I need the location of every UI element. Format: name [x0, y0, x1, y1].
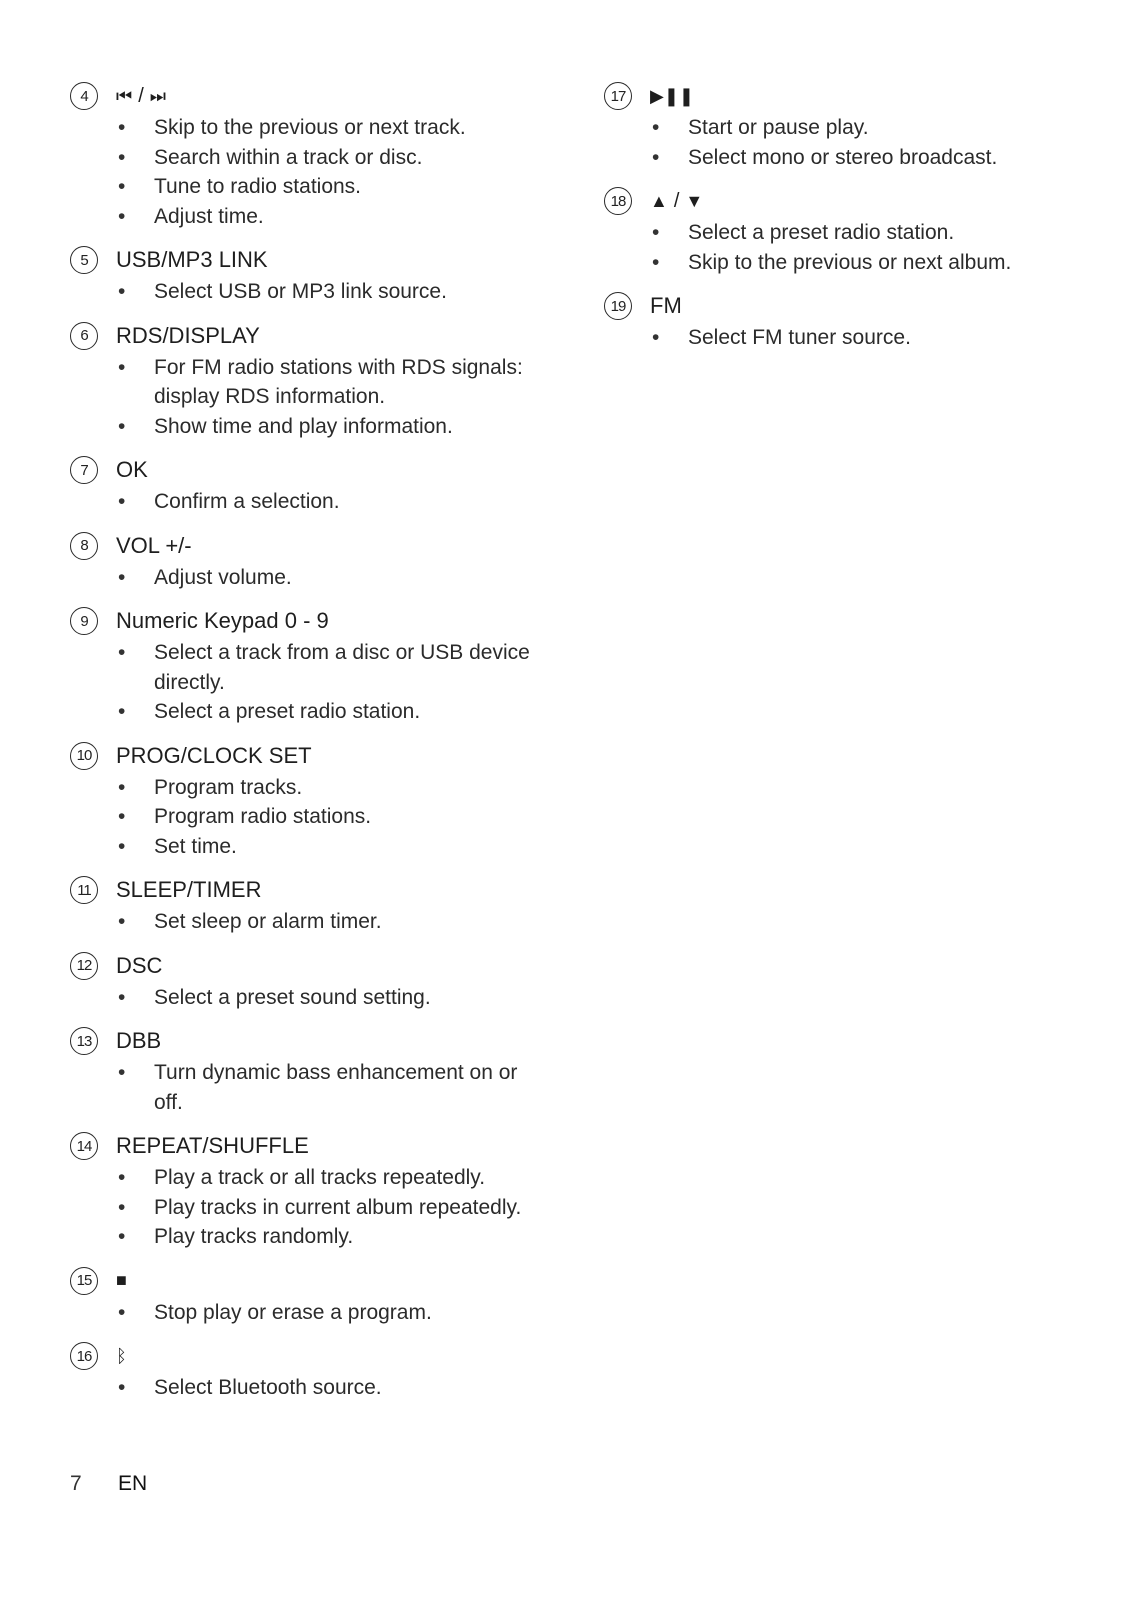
- bullet-item: • Confirm a selection.: [70, 487, 550, 517]
- section-heading: [70, 1129, 550, 1163]
- section-title: [116, 247, 268, 273]
- bullet-list: [70, 1058, 550, 1117]
- bullet-list: [70, 1298, 550, 1328]
- section-title-text: RDS/DISPLAY: [116, 322, 260, 348]
- callout-number: 6: [70, 322, 98, 350]
- section-title: [116, 1270, 127, 1291]
- section-title: [116, 533, 192, 559]
- section-title-text: DSC: [116, 952, 163, 978]
- control-section: [70, 1339, 550, 1403]
- bullet-list: [70, 113, 550, 231]
- control-section: [70, 79, 550, 231]
- section-heading: [70, 453, 550, 487]
- control-section: [604, 289, 1084, 353]
- section-title: [116, 953, 162, 979]
- bullet-item: • Skip to the previous or next track.: [70, 113, 550, 143]
- bullet-item: • Select a preset radio station.: [70, 697, 550, 727]
- section-title: [650, 86, 694, 107]
- callout-number: 16: [70, 1342, 98, 1370]
- section-title: [116, 323, 260, 349]
- callout-number: 12: [70, 952, 98, 980]
- bullet-list: [70, 907, 550, 937]
- bullet-item: • Select USB or MP3 link source.: [70, 277, 550, 307]
- control-section: [70, 243, 550, 307]
- bullet-list: [70, 487, 550, 517]
- section-title: [116, 85, 166, 108]
- callout-number: 15: [70, 1267, 98, 1295]
- section-heading: [70, 1264, 550, 1298]
- section-title: [116, 608, 329, 634]
- section-title: [650, 190, 703, 213]
- section-title-text: SLEEP/TIMER: [116, 877, 262, 902]
- section-heading: [70, 1339, 550, 1373]
- bullet-item: • Play a track or all tracks repeatedly.: [70, 1163, 550, 1193]
- callout-number: 14: [70, 1132, 98, 1160]
- separator: /: [673, 189, 680, 212]
- bullet-item: • Skip to the previous or next album.: [604, 248, 1084, 278]
- section-heading: [70, 243, 550, 277]
- bullet-item: • Play tracks randomly.: [70, 1222, 550, 1252]
- control-section: [604, 184, 1084, 277]
- bullet-item: • Select a preset sound setting.: [70, 983, 550, 1013]
- control-section: [70, 453, 550, 517]
- bullet-list: [70, 983, 550, 1013]
- control-section: [70, 1129, 550, 1252]
- bullet-item: • Select mono or stereo broadcast.: [604, 143, 1084, 173]
- section-heading: [70, 529, 550, 563]
- page-footer: [70, 1472, 147, 1496]
- callout-number: 19: [604, 292, 632, 320]
- section-title: [116, 457, 148, 483]
- separator: /: [138, 84, 144, 107]
- section-title: [116, 877, 261, 903]
- callout-number: 7: [70, 456, 98, 484]
- section-title: [116, 743, 312, 769]
- bullet-list: [604, 218, 1084, 277]
- bullet-list: [70, 277, 550, 307]
- next-track-icon: ⏭: [149, 85, 166, 106]
- section-title: [650, 293, 682, 319]
- section-title-text: VOL +/-: [116, 532, 192, 558]
- bullet-item: • Select a track from a disc or USB device directly.: [70, 638, 550, 697]
- section-heading: [70, 319, 550, 353]
- section-heading: [604, 79, 1084, 113]
- section-title-text: PROG/CLOCK SET: [116, 742, 312, 768]
- control-section: [70, 529, 550, 593]
- previous-track-icon: ⏮: [116, 85, 133, 106]
- section-heading: [604, 184, 1084, 218]
- bullet-item: • Search within a track or disc.: [70, 143, 550, 173]
- section-heading: [604, 289, 1084, 323]
- control-section: [70, 739, 550, 862]
- section-title-text: Numeric Keypad 0 - 9: [116, 608, 329, 633]
- bullet-item: • For FM radio stations with RDS signals: display RDS information.: [70, 353, 550, 412]
- callout-number: 17: [604, 82, 632, 110]
- callout-number: 5: [70, 246, 98, 274]
- bullet-list: [70, 1163, 550, 1252]
- section-heading: [70, 949, 550, 983]
- callout-number: 9: [70, 607, 98, 635]
- callout-number: 4: [70, 82, 98, 110]
- bullet-item: • Set sleep or alarm timer.: [70, 907, 550, 937]
- right-column: [604, 79, 1084, 365]
- bullet-item: • Adjust volume.: [70, 563, 550, 593]
- callout-number: 8: [70, 532, 98, 560]
- section-heading: [70, 1024, 550, 1058]
- control-section: [70, 949, 550, 1013]
- control-section: [70, 1264, 550, 1328]
- down-arrow-icon: ▼: [685, 190, 704, 211]
- bullet-item: • Select a preset radio station.: [604, 218, 1084, 248]
- section-title: [116, 1346, 127, 1367]
- bullet-item: • Tune to radio stations.: [70, 172, 550, 202]
- bullet-list: [604, 113, 1084, 172]
- bullet-list: [70, 773, 550, 862]
- language-label: EN: [118, 1472, 148, 1495]
- callout-number: 11: [70, 876, 98, 904]
- callout-number: 13: [70, 1027, 98, 1055]
- bullet-item: • Program radio stations.: [70, 802, 550, 832]
- control-section: [70, 873, 550, 937]
- control-section: [70, 319, 550, 442]
- section-heading: [70, 873, 550, 907]
- bullet-list: [70, 1373, 550, 1403]
- left-column: [70, 79, 550, 1415]
- section-title-text: DBB: [116, 1028, 162, 1053]
- bullet-item: • Start or pause play.: [604, 113, 1084, 143]
- bullet-list: [70, 563, 550, 593]
- section-heading: [70, 739, 550, 773]
- control-section: [70, 1024, 550, 1117]
- page-number: 7: [70, 1472, 82, 1495]
- control-section: [70, 604, 550, 727]
- bullet-item: • Show time and play information.: [70, 412, 550, 442]
- section-title-text: FM: [650, 293, 682, 318]
- bullet-item: • Select FM tuner source.: [604, 323, 1084, 353]
- section-title-text: OK: [116, 457, 148, 482]
- bullet-item: • Adjust time.: [70, 202, 550, 232]
- callout-number: 18: [604, 187, 632, 215]
- stop-icon: ■: [116, 1270, 127, 1290]
- play-pause-icon: ▶❚❚: [650, 85, 695, 106]
- callout-number: 10: [70, 742, 98, 770]
- bullet-item: • Stop play or erase a program.: [70, 1298, 550, 1328]
- bullet-item: • Play tracks in current album repeatedly.: [70, 1193, 550, 1223]
- bullet-list: [604, 323, 1084, 353]
- bullet-list: [70, 638, 550, 727]
- section-heading: [70, 79, 550, 113]
- section-heading: [70, 604, 550, 638]
- section-title-text: REPEAT/SHUFFLE: [116, 1133, 309, 1158]
- bullet-item: • Turn dynamic bass enhancement on or off.: [70, 1058, 550, 1117]
- bullet-list: [70, 353, 550, 442]
- bullet-item: • Program tracks.: [70, 773, 550, 803]
- section-title: [116, 1133, 309, 1159]
- bullet-item: • Set time.: [70, 832, 550, 862]
- control-section: [604, 79, 1084, 172]
- section-title: [116, 1028, 161, 1054]
- bluetooth-icon: ᛒ: [116, 1345, 127, 1366]
- section-title-text: USB/MP3 LINK: [116, 247, 268, 272]
- bullet-item: • Select Bluetooth source.: [70, 1373, 550, 1403]
- up-arrow-icon: ▲: [650, 190, 668, 211]
